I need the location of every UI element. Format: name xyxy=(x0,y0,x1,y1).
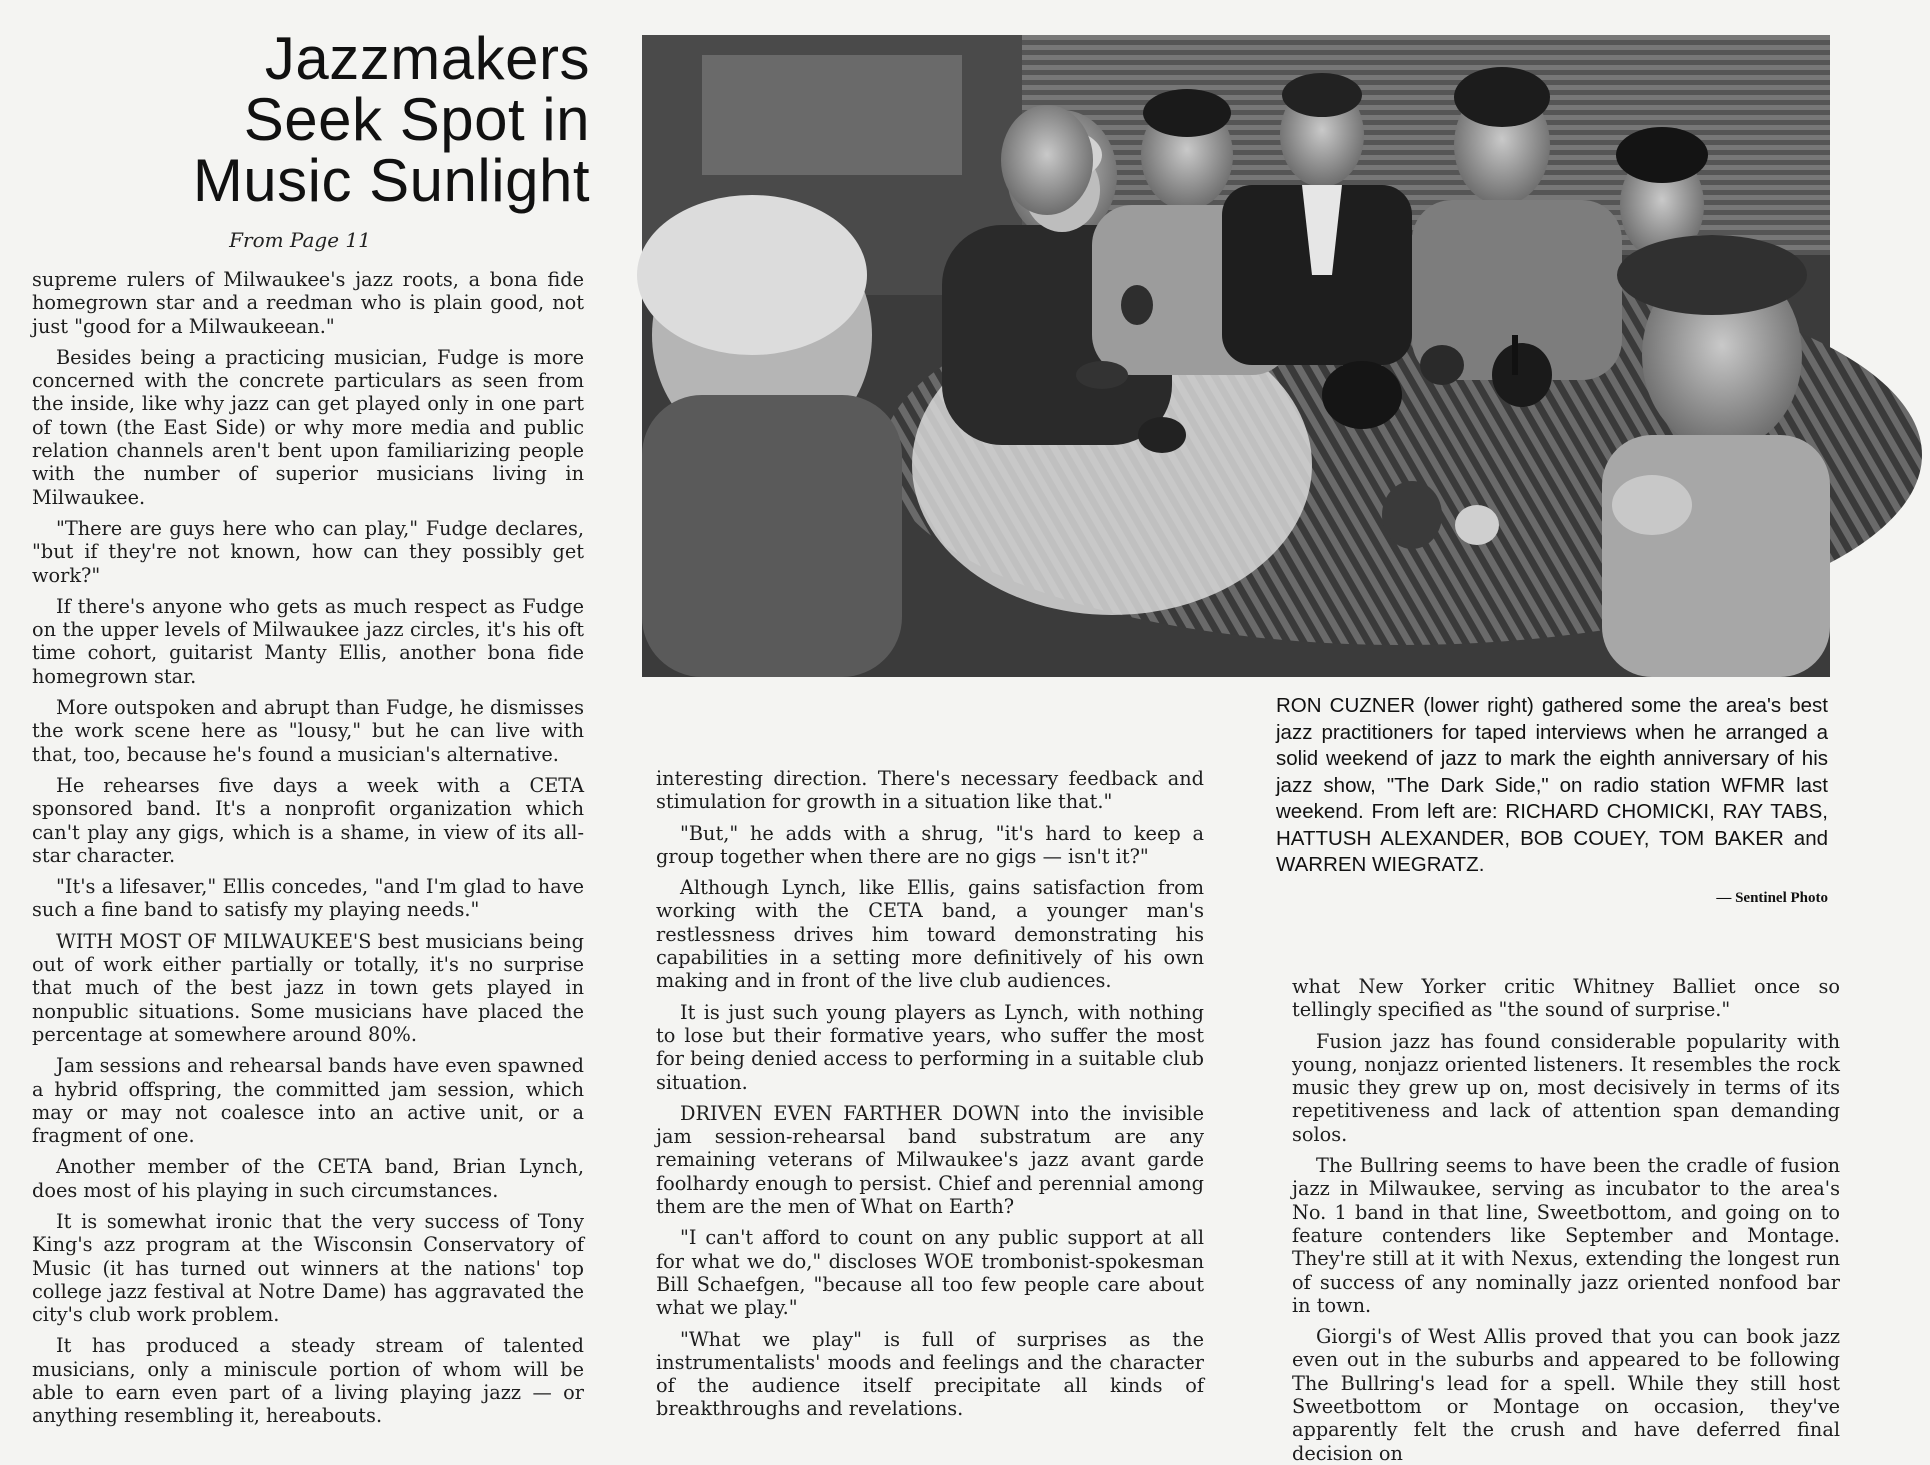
paragraph: "I can't afford to count on any public support at all for what we do," discloses WOE trombonist-spokesman Bill Schaefgen, "because all too few people care about what we play." xyxy=(656,1226,1204,1320)
paragraph: "It's a lifesaver," Ellis concedes, "and I'm glad to have such a fine band to satisfy my playing needs." xyxy=(32,875,584,922)
paragraph: The Bullring seems to have been the cradle of fusion jazz in Milwaukee, serving as incubator to the area's No. 1 band in that line, Sweetbottom, and going on to feature contenders like September and Montage. They're still at it with Nexus, extending the longest run of success of any nominally jazz oriented nonfood bar in town. xyxy=(1292,1154,1840,1317)
paragraph: More outspoken and abrupt than Fudge, he dismisses the work scene here as "lousy," but he can live with that, too, because he's found a musician's alternative. xyxy=(32,696,584,766)
headline-line-2: Seek Spot in xyxy=(243,86,590,153)
article-column-2 xyxy=(656,767,1204,1438)
headline-line-1: Jazzmakers xyxy=(264,25,590,92)
paragraph: He rehearses five days a week with a CETA sponsored band. It's a nonprofit organization which can't play any gigs, which is a shame, in view of its all-star character. xyxy=(32,773,584,867)
article-column-1 xyxy=(32,268,584,1438)
article-column-3 xyxy=(1292,975,1840,1465)
headline xyxy=(30,25,590,214)
paragraph: Jam sessions and rehearsal bands have even spawned a hybrid offspring, the committed jam session, which may or may not coalesce into an active unit, or a fragment of one. xyxy=(32,1054,584,1148)
paragraph: Another member of the CETA band, Brian Lynch, does most of his playing in such circumstances. xyxy=(32,1155,584,1202)
jump-line: From Page 11 xyxy=(229,228,371,252)
paragraph: Although Lynch, like Ellis, gains satisfaction from working with the CETA band, a younger man's restlessness drives him toward demonstrating his capabilities in a setting more definitively of his own making and in front of the live club audiences. xyxy=(656,876,1204,993)
photo-credit: — Sentinel Photo xyxy=(1716,890,1828,906)
paragraph: "What we play" is full of surprises as the instrumentalists' moods and feelings and the character of the audience itself precipitate all kinds of breakthroughs and revelations. xyxy=(656,1327,1204,1421)
paragraph: interesting direction. There's necessary feedback and stimulation for growth in a situation like that." xyxy=(656,767,1204,814)
paragraph: It is just such young players as Lynch, with nothing to lose but their formative years, who suffer the most for being denied access to performing in a suitable club situation. xyxy=(656,1000,1204,1094)
paragraph: Giorgi's of West Allis proved that you can book jazz even out in the suburbs and appeared to be following The Bullring's lead for a spell. While they still host Sweetbottom or Montage on occasion, they've apparently felt the crush and have deferred final decision on xyxy=(1292,1325,1840,1465)
news-photo xyxy=(642,35,1830,677)
paragraph: It has produced a steady stream of talented musicians, only a miniscule portion of whom will be able to earn even part of a living playing jazz — or anything resembling it, hereabouts. xyxy=(32,1334,584,1428)
paragraph: "There are guys here who can play," Fudge declares, "but if they're not known, how can they possibly get work?" xyxy=(32,516,584,587)
paragraph: If there's anyone who gets as much respect as Fudge on the upper levels of Milwaukee jazz circles, it's his oft time cohort, guitarist Manty Ellis, another bona fide homegrown star. xyxy=(32,594,584,688)
paragraph: Fusion jazz has found considerable popularity with young, nonjazz oriented listeners. It resembles the rock music they grew up on, most decisively in terms of its repetitiveness and lack of attention span demanding solos. xyxy=(1292,1029,1840,1146)
paragraph: "But," he adds with a shrug, "it's hard to keep a group together when there are no gigs — isn't it?" xyxy=(656,821,1204,868)
paragraph: what New Yorker critic Whitney Balliet once so tellingly specified as "the sound of surprise." xyxy=(1292,975,1840,1022)
subhead-paragraph: WITH MOST OF MILWAUKEE'S best musicians being out of work either partially or totally, it's no surprise that much of the best jazz in town gets played in nonpublic situations. Some musicians have placed the percentage at somewhere around 80%. xyxy=(32,929,584,1046)
headline-line-3: Music Sunlight xyxy=(192,147,590,214)
photo-illustration xyxy=(642,35,1830,677)
subhead-paragraph: DRIVEN EVEN FARTHER DOWN into the invisible jam session-rehearsal band substratum are any remaining veterans of Milwaukee's jazz avant garde foolhardy enough to persist. Chief and perennial among them are the men of What on Earth? xyxy=(656,1101,1204,1219)
photo-caption: RON CUZNER (lower right) gathered some the area's best jazz practitioners for taped interviews when he arranged a solid weekend of jazz to mark the eighth anniversary of his jazz show, "The Dark Side," on radio station WFMR last weekend. From left are: RICHARD CHOMICKI, RAY TABS, HATTUSH ALEXANDER, BOB COUEY, TOM BAKER and WARREN WIEGRATZ. xyxy=(1276,694,1828,876)
paragraph: It is somewhat ironic that the very success of Tony King's azz program at the Wisconsin Conservatory of Music (it has turned out winners at the nations' top college jazz festival at Notre Dame) has aggravated the city's club work problem. xyxy=(32,1209,584,1327)
paragraph: supreme rulers of Milwaukee's jazz roots, a bona fide homegrown star and a reedman who is plain good, not just "good for a Milwaukeean." xyxy=(32,268,584,338)
paragraph: Besides being a practicing musician, Fudge is more concerned with the concrete particulars as seen from the inside, like why jazz can get played only in one part of town (the East Side) or why more media and public relation channels aren't bent upon familiarizing people with the number of superior musicians living in Milwaukee. xyxy=(32,345,584,509)
